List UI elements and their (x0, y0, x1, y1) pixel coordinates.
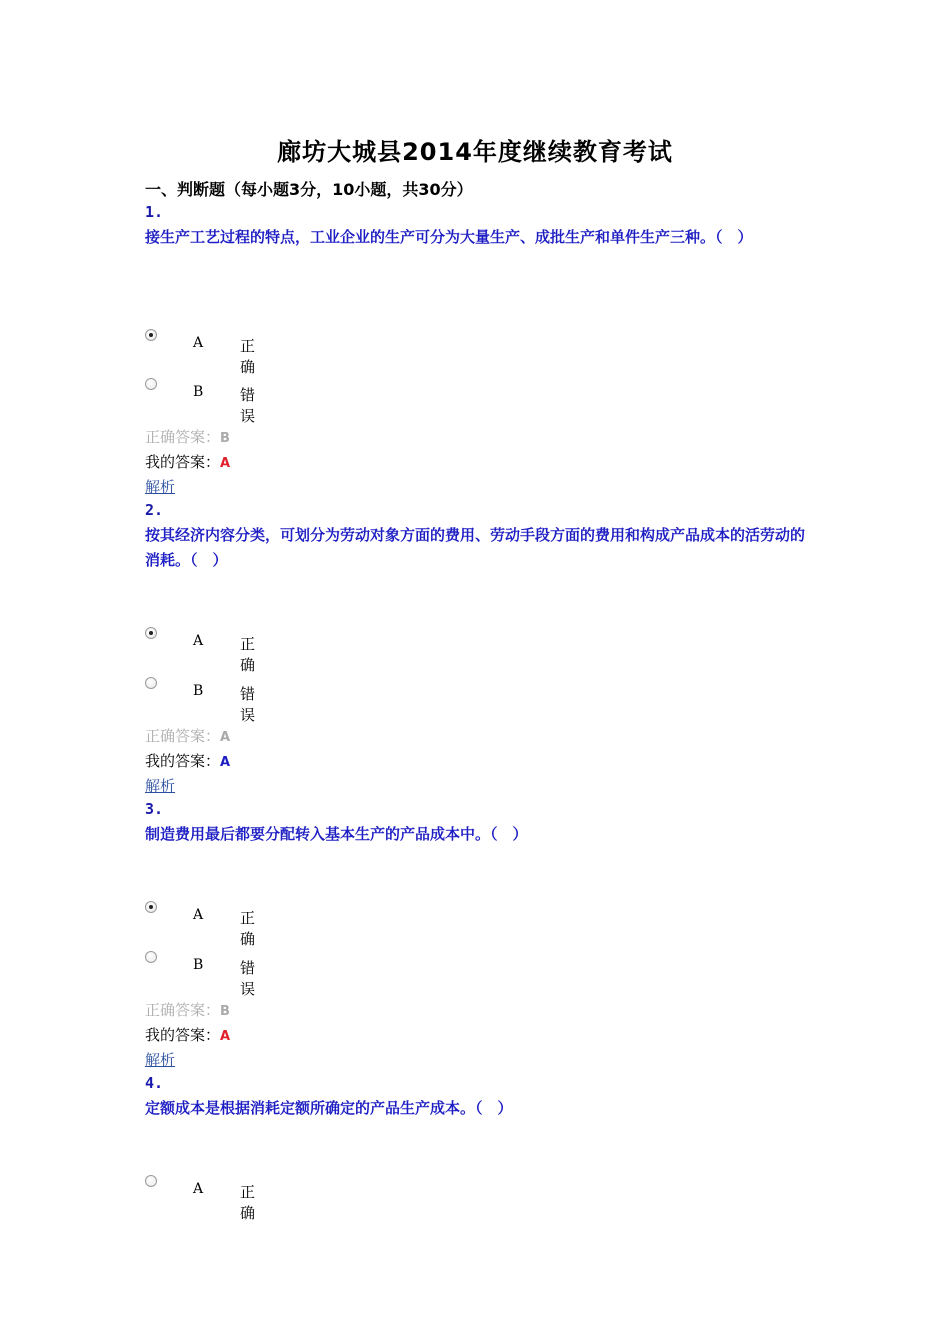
radio-checked-icon[interactable] (145, 329, 157, 341)
my-answer-label: 我的答案： (145, 752, 221, 770)
correct-answer-line (145, 999, 230, 1020)
my-answer-line (145, 1024, 230, 1045)
question-text: 定额成本是根据消耗定额所确定的产品生产成本。（ ） (145, 1099, 513, 1117)
option-letter: B (193, 683, 204, 699)
my-answer-label: 我的答案： (145, 453, 221, 471)
option-label: 正确 (240, 635, 256, 674)
option-letter: A (193, 1181, 204, 1197)
option-letter: B (193, 957, 204, 973)
option-letter: A (193, 633, 204, 649)
correct-answer-line (145, 426, 230, 447)
option-label: 正确 (240, 337, 256, 376)
radio-checked-icon[interactable] (145, 901, 157, 913)
correct-answer-value: A (220, 730, 231, 745)
option-label: 错误 (240, 959, 256, 998)
correct-answer-line (145, 725, 230, 746)
radio-icon[interactable] (145, 378, 157, 390)
correct-answer-value: B (220, 1004, 230, 1019)
page-title: 廊坊大城县2014年度继续教育考试 (277, 138, 673, 166)
question-number: 3. (145, 800, 164, 818)
question-text: 接生产工艺过程的特点，工业企业的生产可分为大量生产、成批生产和单件生产三种。（ ） (145, 228, 753, 246)
my-answer-value: A (220, 1029, 231, 1044)
correct-answer-value: B (220, 431, 230, 446)
option-label: 错误 (240, 685, 256, 724)
analysis-link[interactable]: 解析 (145, 777, 176, 795)
question-text: 制造费用最后都要分配转入基本生产的产品成本中。（ ） (145, 825, 528, 843)
correct-answer-label: 正确答案： (145, 727, 221, 745)
radio-checked-icon[interactable] (145, 627, 157, 639)
option-label: 错误 (240, 386, 256, 425)
option-label: 正确 (240, 909, 256, 948)
radio-icon[interactable] (145, 677, 157, 689)
option-letter: A (193, 335, 204, 351)
my-answer-label: 我的答案： (145, 1026, 221, 1044)
my-answer-value: A (220, 755, 231, 770)
my-answer-value: A (220, 456, 231, 471)
radio-icon[interactable] (145, 951, 157, 963)
option-letter: B (193, 384, 204, 400)
analysis-link[interactable]: 解析 (145, 478, 176, 496)
correct-answer-label: 正确答案： (145, 1001, 221, 1019)
question-text: 按其经济内容分类，可划分为劳动对象方面的费用、劳动手段方面的费用和构成产品成本的活劳动的消耗。（ ） (145, 526, 806, 569)
option-letter: A (193, 907, 204, 923)
my-answer-line (145, 750, 230, 771)
correct-answer-label: 正确答案： (145, 428, 221, 446)
radio-icon[interactable] (145, 1175, 157, 1187)
question-number: 2. (145, 501, 164, 519)
section-heading: 一、判断题（每小题3分，10小题，共30分） (145, 180, 473, 199)
question-number: 1. (145, 203, 164, 221)
option-label: 正确 (240, 1183, 256, 1222)
analysis-link[interactable]: 解析 (145, 1051, 176, 1069)
question-number: 4. (145, 1074, 164, 1092)
my-answer-line (145, 451, 230, 472)
